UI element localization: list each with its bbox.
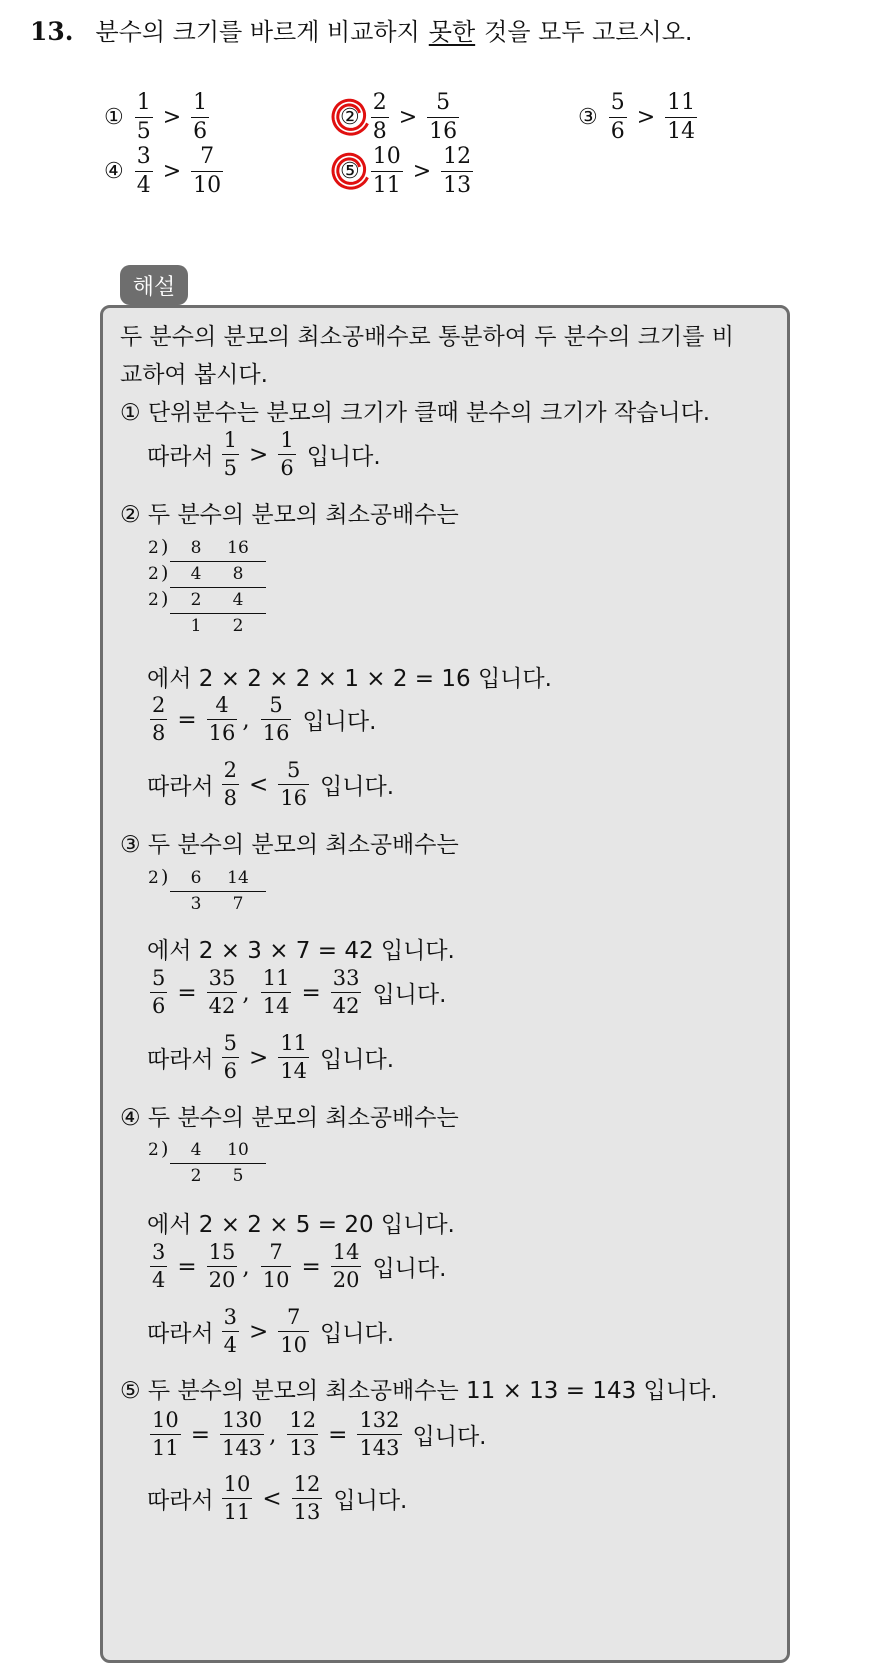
question-header (30, 12, 693, 47)
choice-mark: ③ (578, 105, 598, 130)
quotient-a: 2 (190, 590, 202, 610)
division-bracket: ) (161, 588, 169, 610)
division-rule (170, 891, 266, 892)
choice-mark: ④ (104, 159, 124, 184)
divisor: 2 (148, 538, 159, 558)
fraction: $\frac{4}{16}$ (208, 693, 236, 745)
division-bracket: ) (161, 866, 169, 888)
fraction: $\frac{132}{143}$ (359, 1408, 400, 1460)
choice-4[interactable] (104, 146, 226, 197)
step1-explanation: ① 단위분수는 분모의 크기가 클때 분수의 크기가 작습니다. (120, 400, 711, 426)
step4-explanation: ④ 두 분수의 분모의 최소공배수는 (120, 1105, 459, 1131)
step2-conclusion: 따라서 $\frac{2}{8}$ < $\frac{5}{16}$ 입니다. (147, 758, 395, 810)
fraction: $\frac{5}{16}$ (429, 90, 458, 144)
division-rule (170, 561, 266, 562)
step2-equivalent: $\frac{2}{8}$ = $\frac{4}{16}$ , $\frac{5}{16}$ 입니다. (152, 693, 377, 745)
question-number: 13. (30, 17, 74, 46)
fraction: $\frac{12}{13}$ (443, 144, 472, 198)
quotient-a: 4 (190, 564, 202, 584)
fraction: $\frac{10}{11}$ (223, 1472, 251, 1524)
choice-mark-circled: ⑤ (340, 159, 360, 184)
red-circle-mark (327, 147, 373, 193)
step4-equivalent: $\frac{3}{4}$ = $\frac{15}{20}$ , $\frac{7}{10}$ = $\frac{14}{20}$ 입니다. (152, 1240, 447, 1292)
division-rule (170, 1163, 266, 1164)
solution-label: 해설 (120, 265, 188, 305)
fraction: $\frac{15}{20}$ (208, 1240, 236, 1292)
fraction: $\frac{12}{13}$ (289, 1408, 317, 1460)
fraction: $\frac{130}{143}$ (222, 1408, 263, 1460)
fraction: $\frac{35}{42}$ (208, 966, 236, 1018)
step5-conclusion: 따라서 $\frac{10}{11}$ < $\frac{12}{13}$ 입니다. (147, 1472, 408, 1524)
fraction: $\frac{10}{11}$ (152, 1408, 179, 1460)
fraction: $\frac{7}{10}$ (193, 144, 222, 198)
division-rule (170, 613, 266, 614)
fraction: $\frac{1}{6}$ (193, 90, 208, 144)
fraction: $\frac{2}{8}$ (372, 90, 387, 144)
fraction: $\frac{3}{4}$ (136, 144, 151, 198)
step5-equivalent: $\frac{10}{11}$ = $\frac{130}{143}$ , $\frac{12}{13}$ = $\frac{132}{143}$ 입니다. (152, 1408, 487, 1460)
step5-explanation: ⑤ 두 분수의 분모의 최소공배수는 11 × 13 = 143 입니다. (120, 1378, 718, 1404)
fraction: $\frac{2}{8}$ (223, 758, 238, 810)
fraction: $\frac{5}{16}$ (280, 758, 308, 810)
quotient-a: 6 (190, 868, 202, 888)
choice-mark-circled: ② (340, 105, 360, 130)
comparison-operator: > (162, 159, 182, 184)
fraction: $\frac{7}{10}$ (280, 1305, 308, 1357)
choice-3[interactable] (578, 92, 700, 143)
division-rule (170, 587, 266, 588)
quotient-b: 7 (232, 894, 244, 914)
step4-lcm: 에서 2 × 2 × 5 = 20 입니다. (147, 1212, 455, 1238)
fraction: $\frac{1}{5}$ (136, 90, 151, 144)
choice-5[interactable] (340, 146, 476, 197)
step3-lcm: 에서 2 × 3 × 7 = 42 입니다. (147, 938, 455, 964)
fraction: $\frac{5}{6}$ (223, 1031, 238, 1083)
fraction: $\frac{5}{16}$ (262, 693, 290, 745)
fraction: $\frac{5}{6}$ (610, 90, 625, 144)
step1-conclusion: 따라서 $\frac{1}{5}$ > $\frac{1}{6}$ 입니다. (147, 428, 381, 480)
quotient-a: 4 (190, 1140, 202, 1160)
quotient-a: 8 (190, 538, 202, 558)
step2-lcm: 에서 2 × 2 × 2 × 1 × 2 = 16 입니다. (147, 666, 552, 692)
quotient-b: 8 (232, 564, 244, 584)
division-bracket: ) (161, 1138, 169, 1160)
quotient-b: 14 (227, 868, 249, 888)
fraction: $\frac{33}{42}$ (332, 966, 360, 1018)
choice-mark: ① (104, 105, 124, 130)
quotient-b: 10 (227, 1140, 249, 1160)
divisor: 2 (148, 868, 159, 888)
fraction: $\frac{3}{4}$ (152, 1240, 166, 1292)
quotient-b: 16 (227, 538, 249, 558)
step3-equivalent: $\frac{5}{6}$ = $\frac{35}{42}$ , $\frac{11}{14}$ = $\frac{33}{42}$ 입니다. (152, 966, 447, 1018)
quotient-a: 3 (190, 894, 202, 914)
quotient-b: 2 (232, 616, 244, 636)
question-text-before: 분수의 크기를 바르게 비교하지 (95, 18, 420, 46)
comparison-operator: > (412, 159, 432, 184)
division-bracket: ) (161, 562, 169, 584)
fraction: $\frac{2}{8}$ (152, 693, 166, 745)
divisor: 2 (148, 590, 159, 610)
red-circle-mark (327, 93, 373, 139)
comparison-operator: > (636, 105, 656, 130)
quotient-a: 1 (190, 616, 202, 636)
step3-conclusion: 따라서 $\frac{5}{6}$ > $\frac{11}{14}$ 입니다. (147, 1031, 395, 1083)
fraction: $\frac{1}{6}$ (280, 428, 294, 480)
division-bracket: ) (161, 536, 169, 558)
step2-explanation: ② 두 분수의 분모의 최소공배수는 (120, 502, 459, 528)
fraction: $\frac{1}{5}$ (223, 428, 238, 480)
fraction: $\frac{11}{14}$ (262, 966, 290, 1018)
fraction: $\frac{7}{10}$ (262, 1240, 290, 1292)
comparison-operator: > (162, 105, 182, 130)
fraction: $\frac{12}{13}$ (293, 1472, 321, 1524)
question-text-after: 것을 모두 고르시오. (484, 18, 693, 46)
step4-conclusion: 따라서 $\frac{3}{4}$ > $\frac{7}{10}$ 입니다. (147, 1305, 395, 1357)
step3-explanation: ③ 두 분수의 분모의 최소공배수는 (120, 832, 459, 858)
solution-intro-line1: 두 분수의 분모의 최소공배수로 통분하여 두 분수의 크기를 비 (120, 324, 734, 350)
question-underlined: 못한 (428, 18, 476, 46)
quotient-b: 4 (232, 590, 244, 610)
fraction: $\frac{14}{20}$ (332, 1240, 360, 1292)
divisor: 2 (148, 1140, 159, 1160)
comparison-operator: > (398, 105, 418, 130)
choice-2[interactable] (340, 92, 462, 143)
solution-intro-line2: 교하여 봅시다. (120, 362, 268, 388)
quotient-a: 2 (190, 1166, 202, 1186)
fraction: $\frac{3}{4}$ (223, 1305, 238, 1357)
divisor: 2 (148, 564, 159, 584)
quotient-b: 5 (232, 1166, 244, 1186)
fraction: $\frac{11}{14}$ (280, 1031, 308, 1083)
fraction: $\frac{10}{11}$ (372, 144, 401, 198)
fraction: $\frac{11}{14}$ (667, 90, 696, 144)
fraction: $\frac{5}{6}$ (152, 966, 166, 1018)
choice-1[interactable] (104, 92, 212, 143)
